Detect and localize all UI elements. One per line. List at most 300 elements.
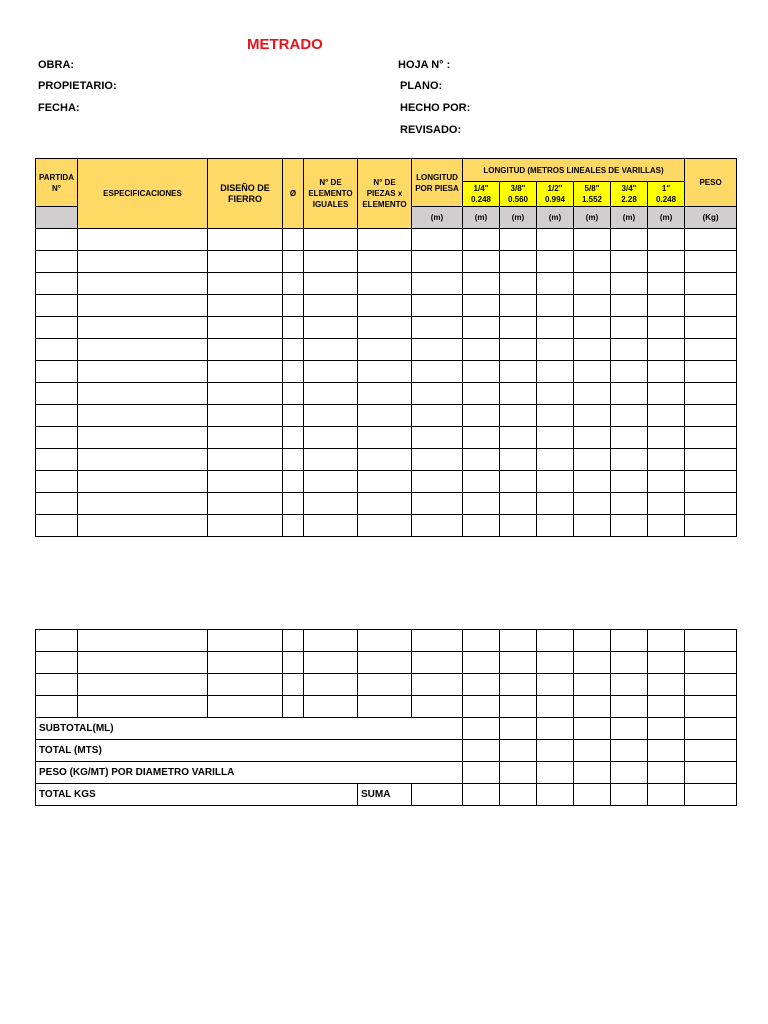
entry-cell[interactable] <box>283 427 304 449</box>
entry-cell[interactable] <box>283 295 304 317</box>
entry-cell[interactable] <box>358 405 412 427</box>
entry-cell[interactable] <box>685 361 737 383</box>
entry-cell[interactable] <box>208 652 283 674</box>
entry-cell[interactable] <box>685 493 737 515</box>
entry-cell[interactable] <box>78 273 208 295</box>
table-row <box>36 449 737 471</box>
entry-cell[interactable] <box>412 229 463 251</box>
entry-cell[interactable] <box>412 273 463 295</box>
entry-cell[interactable] <box>78 405 208 427</box>
peso-diametro-cell[interactable] <box>463 762 500 784</box>
entry-cell[interactable] <box>78 515 208 537</box>
entry-cell[interactable] <box>648 317 685 339</box>
peso-diametro-cell[interactable] <box>648 762 685 784</box>
piezas-header: N° DE PIEZAS x ELEMENTO <box>358 159 412 229</box>
entry-cell[interactable] <box>463 674 500 696</box>
entry-cell[interactable] <box>463 317 500 339</box>
entry-cell[interactable] <box>611 273 648 295</box>
entry-cell[interactable] <box>36 652 78 674</box>
entry-cell[interactable] <box>208 630 283 652</box>
entry-cell[interactable] <box>283 361 304 383</box>
entry-cell[interactable] <box>463 229 500 251</box>
entry-cell[interactable] <box>283 273 304 295</box>
entry-cell[interactable] <box>685 295 737 317</box>
entry-cell[interactable] <box>412 295 463 317</box>
bar-header: 3/8" 0.560 <box>500 182 537 207</box>
total-mts-cell[interactable] <box>463 740 500 762</box>
peso-diametro-cell[interactable] <box>500 762 537 784</box>
entry-cell[interactable] <box>358 493 412 515</box>
entry-cell[interactable] <box>78 361 208 383</box>
suma-cell[interactable] <box>412 784 463 806</box>
entry-cell[interactable] <box>463 652 500 674</box>
entry-cell[interactable] <box>208 427 283 449</box>
entry-cell[interactable] <box>537 229 574 251</box>
entry-cell[interactable] <box>36 515 78 537</box>
entry-cell[interactable] <box>208 273 283 295</box>
entry-cell[interactable] <box>500 251 537 273</box>
bar-header: 5/8" 1.552 <box>574 182 611 207</box>
peso-header: PESO <box>685 159 737 207</box>
entry-cell[interactable] <box>412 696 463 718</box>
entry-cell[interactable] <box>78 229 208 251</box>
entry-cell[interactable] <box>648 405 685 427</box>
entry-cell[interactable] <box>412 674 463 696</box>
entry-cell[interactable] <box>36 229 78 251</box>
entry-cell[interactable] <box>358 383 412 405</box>
entry-cell[interactable] <box>283 630 304 652</box>
entry-cell[interactable] <box>36 339 78 361</box>
entry-cell[interactable] <box>574 471 611 493</box>
entry-cell[interactable] <box>463 383 500 405</box>
entry-cell[interactable] <box>36 361 78 383</box>
entry-cell[interactable] <box>358 696 412 718</box>
entry-cell[interactable] <box>574 229 611 251</box>
entry-cell[interactable] <box>304 405 358 427</box>
entry-cell[interactable] <box>36 449 78 471</box>
subtotal-cell[interactable] <box>574 718 611 740</box>
entry-cell[interactable] <box>412 251 463 273</box>
entry-cell[interactable] <box>648 674 685 696</box>
entry-cell[interactable] <box>208 405 283 427</box>
total-kgs-cell[interactable] <box>648 784 685 806</box>
entry-cell[interactable] <box>304 427 358 449</box>
entry-cell[interactable] <box>500 361 537 383</box>
subtotal-cell[interactable] <box>463 718 500 740</box>
entry-cell[interactable] <box>611 449 648 471</box>
entry-cell[interactable] <box>685 674 737 696</box>
entry-cell[interactable] <box>574 383 611 405</box>
total-kgs-cell[interactable] <box>537 784 574 806</box>
metrado-table <box>35 158 737 537</box>
entry-cell[interactable] <box>412 515 463 537</box>
entry-cell[interactable] <box>283 674 304 696</box>
entry-cell[interactable] <box>685 317 737 339</box>
entry-cell[interactable] <box>611 251 648 273</box>
entry-cell[interactable] <box>36 674 78 696</box>
entry-cell[interactable] <box>648 652 685 674</box>
entry-cell[interactable] <box>574 273 611 295</box>
entry-cell[interactable] <box>574 674 611 696</box>
entry-cell[interactable] <box>283 515 304 537</box>
entry-cell[interactable] <box>648 383 685 405</box>
entry-cell[interactable] <box>412 339 463 361</box>
entry-cell[interactable] <box>611 229 648 251</box>
entry-cell[interactable] <box>463 696 500 718</box>
entry-cell[interactable] <box>685 471 737 493</box>
entry-cell[interactable] <box>500 471 537 493</box>
entry-cell[interactable] <box>283 696 304 718</box>
entry-cell[interactable] <box>500 339 537 361</box>
entry-cell[interactable] <box>36 630 78 652</box>
entry-cell[interactable] <box>358 471 412 493</box>
entry-cell[interactable] <box>36 471 78 493</box>
entry-cell[interactable] <box>463 493 500 515</box>
entry-cell[interactable] <box>500 317 537 339</box>
entry-cell[interactable] <box>283 383 304 405</box>
total-mts-cell[interactable] <box>500 740 537 762</box>
entry-cell[interactable] <box>500 493 537 515</box>
entry-cell[interactable] <box>537 405 574 427</box>
entry-cell[interactable] <box>574 630 611 652</box>
entry-cell[interactable] <box>537 652 574 674</box>
elementos-header: N° DE ELEMENTO IGUALES <box>304 159 358 229</box>
entry-cell[interactable] <box>36 493 78 515</box>
entry-cell[interactable] <box>463 339 500 361</box>
entry-cell[interactable] <box>78 471 208 493</box>
entry-cell[interactable] <box>463 295 500 317</box>
entry-cell[interactable] <box>537 471 574 493</box>
entry-cell[interactable] <box>500 405 537 427</box>
entry-cell[interactable] <box>78 493 208 515</box>
longitud-header: LONGITUD POR PIESA <box>412 159 463 207</box>
entry-cell[interactable] <box>208 515 283 537</box>
entry-cell[interactable] <box>358 652 412 674</box>
entry-cell[interactable] <box>304 295 358 317</box>
entry-cell[interactable] <box>648 471 685 493</box>
total-kgs-cell[interactable] <box>574 784 611 806</box>
entry-cell[interactable] <box>283 449 304 471</box>
entry-cell[interactable] <box>78 696 208 718</box>
entry-cell[interactable] <box>304 251 358 273</box>
entry-cell[interactable] <box>304 696 358 718</box>
entry-cell[interactable] <box>412 361 463 383</box>
entry-cell[interactable] <box>611 383 648 405</box>
entry-cell[interactable] <box>304 339 358 361</box>
entry-cell[interactable] <box>358 630 412 652</box>
entry-cell[interactable] <box>463 471 500 493</box>
entry-cell[interactable] <box>283 339 304 361</box>
entry-cell[interactable] <box>208 471 283 493</box>
total-kgs-cell[interactable] <box>500 784 537 806</box>
entry-cell[interactable] <box>648 295 685 317</box>
subtotal-cell[interactable] <box>685 718 737 740</box>
entry-cell[interactable] <box>685 630 737 652</box>
entry-cell[interactable] <box>78 652 208 674</box>
peso-diametro-label: PESO (KG/MT) POR DIAMETRO VARILLA <box>36 762 463 784</box>
entry-cell[interactable] <box>208 251 283 273</box>
entry-cell[interactable] <box>611 427 648 449</box>
total-mts-cell[interactable] <box>648 740 685 762</box>
entry-cell[interactable] <box>574 652 611 674</box>
entry-cell[interactable] <box>648 630 685 652</box>
unit-cell: (m) <box>412 207 463 229</box>
entry-cell[interactable] <box>358 515 412 537</box>
total-mts-cell[interactable] <box>685 740 737 762</box>
entry-cell[interactable] <box>463 515 500 537</box>
entry-cell[interactable] <box>463 361 500 383</box>
entry-cell[interactable] <box>358 273 412 295</box>
entry-cell[interactable] <box>500 427 537 449</box>
entry-cell[interactable] <box>500 295 537 317</box>
entry-cell[interactable] <box>574 339 611 361</box>
entry-cell[interactable] <box>78 383 208 405</box>
entry-cell[interactable] <box>574 405 611 427</box>
entry-cell[interactable] <box>537 251 574 273</box>
entry-cell[interactable] <box>537 515 574 537</box>
entry-cell[interactable] <box>537 273 574 295</box>
entry-cell[interactable] <box>537 493 574 515</box>
entry-cell[interactable] <box>611 339 648 361</box>
total-mts-cell[interactable] <box>574 740 611 762</box>
entry-cell[interactable] <box>685 449 737 471</box>
entry-cell[interactable] <box>537 295 574 317</box>
entry-cell[interactable] <box>574 317 611 339</box>
revisado-label: REVISADO: <box>400 124 462 136</box>
total-kgs-cell[interactable] <box>463 784 500 806</box>
bar-header: 3/4" 2.28 <box>611 182 648 207</box>
entry-cell[interactable] <box>574 493 611 515</box>
entry-cell[interactable] <box>304 317 358 339</box>
entry-cell[interactable] <box>537 317 574 339</box>
entry-cell[interactable] <box>412 652 463 674</box>
entry-cell[interactable] <box>611 317 648 339</box>
entry-cell[interactable] <box>304 630 358 652</box>
peso-diametro-cell[interactable] <box>574 762 611 784</box>
entry-cell[interactable] <box>685 427 737 449</box>
entry-cell[interactable] <box>358 317 412 339</box>
entry-cell[interactable] <box>283 471 304 493</box>
entry-cell[interactable] <box>463 251 500 273</box>
entry-cell[interactable] <box>412 317 463 339</box>
entry-cell[interactable] <box>283 229 304 251</box>
entry-cell[interactable] <box>685 273 737 295</box>
entry-cell[interactable] <box>648 273 685 295</box>
entry-cell[interactable] <box>78 449 208 471</box>
entry-cell[interactable] <box>574 251 611 273</box>
table-row <box>36 229 737 251</box>
entry-cell[interactable] <box>304 515 358 537</box>
peso-diametro-cell[interactable] <box>537 762 574 784</box>
subtotal-cell[interactable] <box>611 718 648 740</box>
entry-cell[interactable] <box>36 273 78 295</box>
entry-cell[interactable] <box>283 493 304 515</box>
entry-cell[interactable] <box>648 696 685 718</box>
entry-cell[interactable] <box>208 383 283 405</box>
total-mts-cell[interactable] <box>537 740 574 762</box>
entry-cell[interactable] <box>78 427 208 449</box>
entry-cell[interactable] <box>358 229 412 251</box>
entry-cell[interactable] <box>500 652 537 674</box>
peso-diametro-cell[interactable] <box>611 762 648 784</box>
entry-cell[interactable] <box>208 674 283 696</box>
entry-cell[interactable] <box>208 449 283 471</box>
entry-cell[interactable] <box>611 652 648 674</box>
entry-cell[interactable] <box>648 449 685 471</box>
entry-cell[interactable] <box>304 449 358 471</box>
entry-cell[interactable] <box>412 383 463 405</box>
entry-cell[interactable] <box>500 273 537 295</box>
subtotal-cell[interactable] <box>537 718 574 740</box>
entry-cell[interactable] <box>611 696 648 718</box>
entry-cell[interactable] <box>611 405 648 427</box>
entry-cell[interactable] <box>358 449 412 471</box>
entry-cell[interactable] <box>500 515 537 537</box>
entry-cell[interactable] <box>611 295 648 317</box>
entry-cell[interactable] <box>36 317 78 339</box>
entry-cell[interactable] <box>463 427 500 449</box>
entry-cell[interactable] <box>304 229 358 251</box>
entry-cell[interactable] <box>208 229 283 251</box>
entry-cell[interactable] <box>500 674 537 696</box>
entry-cell[interactable] <box>304 383 358 405</box>
entry-cell[interactable] <box>648 515 685 537</box>
entry-cell[interactable] <box>463 405 500 427</box>
entry-cell[interactable] <box>685 515 737 537</box>
entry-cell[interactable] <box>304 674 358 696</box>
entry-cell[interactable] <box>537 383 574 405</box>
entry-cell[interactable] <box>574 696 611 718</box>
entry-cell[interactable] <box>208 339 283 361</box>
entry-cell[interactable] <box>304 361 358 383</box>
table-row <box>36 273 737 295</box>
entry-cell[interactable] <box>537 674 574 696</box>
entry-cell[interactable] <box>685 383 737 405</box>
entry-cell[interactable] <box>78 251 208 273</box>
entry-cell[interactable] <box>304 273 358 295</box>
entry-cell[interactable] <box>412 630 463 652</box>
entry-cell[interactable] <box>358 295 412 317</box>
entry-cell[interactable] <box>685 696 737 718</box>
entry-cell[interactable] <box>648 339 685 361</box>
entry-cell[interactable] <box>36 251 78 273</box>
entry-cell[interactable] <box>208 696 283 718</box>
entry-cell[interactable] <box>412 471 463 493</box>
subtotal-label: SUBTOTAL(ML) <box>36 718 463 740</box>
entry-cell[interactable] <box>283 652 304 674</box>
entry-cell[interactable] <box>36 405 78 427</box>
entry-cell[interactable] <box>78 630 208 652</box>
entry-cell[interactable] <box>537 361 574 383</box>
entry-cell[interactable] <box>648 251 685 273</box>
entry-cell[interactable] <box>412 405 463 427</box>
entry-cell[interactable] <box>36 295 78 317</box>
entry-cell[interactable] <box>611 674 648 696</box>
entry-cell[interactable] <box>78 317 208 339</box>
entry-cell[interactable] <box>412 449 463 471</box>
entry-cell[interactable] <box>537 696 574 718</box>
entry-cell[interactable] <box>412 493 463 515</box>
entry-cell[interactable] <box>208 361 283 383</box>
entry-cell[interactable] <box>36 696 78 718</box>
entry-cell[interactable] <box>208 317 283 339</box>
entry-cell[interactable] <box>463 630 500 652</box>
unit-cell: (m) <box>611 207 648 229</box>
entry-cell[interactable] <box>574 295 611 317</box>
entry-cell[interactable] <box>283 251 304 273</box>
peso-unit-cell: (Kg) <box>685 207 737 229</box>
entry-cell[interactable] <box>685 339 737 361</box>
entry-cell[interactable] <box>78 674 208 696</box>
entry-cell[interactable] <box>574 515 611 537</box>
entry-cell[interactable] <box>358 674 412 696</box>
entry-cell[interactable] <box>208 493 283 515</box>
entry-cell[interactable] <box>537 449 574 471</box>
entry-cell[interactable] <box>463 273 500 295</box>
entry-cell[interactable] <box>611 630 648 652</box>
entry-cell[interactable] <box>463 449 500 471</box>
entry-cell[interactable] <box>283 317 304 339</box>
entry-cell[interactable] <box>685 652 737 674</box>
entry-cell[interactable] <box>78 339 208 361</box>
subtotal-cell[interactable] <box>648 718 685 740</box>
suma-label: SUMA <box>358 784 412 806</box>
entry-cell[interactable] <box>304 652 358 674</box>
entry-cell[interactable] <box>412 427 463 449</box>
entry-cell[interactable] <box>648 427 685 449</box>
total-mts-cell[interactable] <box>611 740 648 762</box>
entry-cell[interactable] <box>574 427 611 449</box>
entry-cell[interactable] <box>685 251 737 273</box>
entry-cell[interactable] <box>685 229 737 251</box>
entry-cell[interactable] <box>78 295 208 317</box>
entry-cell[interactable] <box>611 493 648 515</box>
entry-cell[interactable] <box>500 383 537 405</box>
entry-cell[interactable] <box>358 251 412 273</box>
total-kgs-cell[interactable] <box>611 784 648 806</box>
entry-cell[interactable] <box>611 361 648 383</box>
entry-cell[interactable] <box>648 361 685 383</box>
entry-cell[interactable] <box>283 405 304 427</box>
entry-cell[interactable] <box>574 361 611 383</box>
total-kgs-cell[interactable] <box>685 784 737 806</box>
entry-cell[interactable] <box>358 339 412 361</box>
entry-cell[interactable] <box>685 405 737 427</box>
entry-cell[interactable] <box>358 361 412 383</box>
entry-cell[interactable] <box>36 383 78 405</box>
entry-cell[interactable] <box>500 229 537 251</box>
entry-cell[interactable] <box>537 427 574 449</box>
entry-cell[interactable] <box>537 630 574 652</box>
entry-cell[interactable] <box>648 229 685 251</box>
entry-cell[interactable] <box>648 493 685 515</box>
peso-diametro-cell[interactable] <box>685 762 737 784</box>
entry-cell[interactable] <box>574 449 611 471</box>
entry-cell[interactable] <box>304 471 358 493</box>
subtotal-cell[interactable] <box>500 718 537 740</box>
entry-cell[interactable] <box>500 630 537 652</box>
entry-cell[interactable] <box>358 427 412 449</box>
entry-cell[interactable] <box>537 339 574 361</box>
entry-cell[interactable] <box>304 493 358 515</box>
entry-cell[interactable] <box>500 449 537 471</box>
table-row <box>36 515 737 537</box>
entry-cell[interactable] <box>36 427 78 449</box>
entry-cell[interactable] <box>611 515 648 537</box>
entry-cell[interactable] <box>500 696 537 718</box>
entry-cell[interactable] <box>611 471 648 493</box>
entry-cell[interactable] <box>208 295 283 317</box>
